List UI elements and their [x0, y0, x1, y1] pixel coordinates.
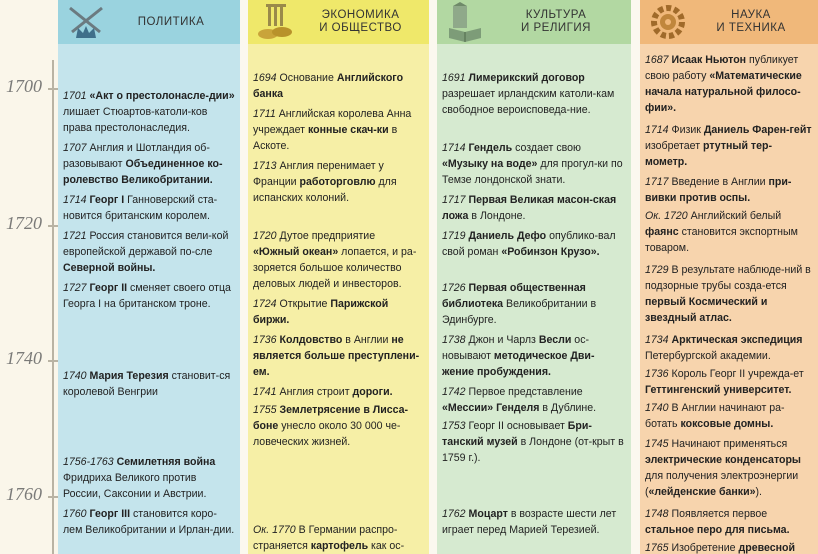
- entry-text: Георг II основывает Бри-танский музей в Лондоне (от-крыт в 1759 г.).: [442, 420, 624, 464]
- entry-text: Физик Даниель Фарен-гейт изобретает ртутный тер-мометр.: [645, 124, 812, 168]
- crossed-swords-crown-icon: [64, 2, 108, 42]
- column-culture: [437, 0, 631, 554]
- timeline-entry: [63, 454, 235, 502]
- entry-year: Ок. 1720: [645, 210, 688, 222]
- entry-year: 1762: [442, 508, 466, 520]
- entry-year: 1720: [253, 230, 277, 242]
- timeline-entry: [253, 228, 424, 292]
- entry-text: Король Георг II учрежда-ет Геттингенский университет.: [645, 368, 804, 396]
- entry-year: 1717: [645, 176, 669, 188]
- entry-text: «Акт о престолонасле-дии» лишает Стюартов-католи-ков права престолонаследия.: [63, 90, 235, 134]
- entry-text: Первая общественная библиотека Великобритании в Эдинбурге.: [442, 282, 597, 326]
- timeline-entry: [442, 280, 626, 328]
- column-title: ЭКОНОМИКА И ОБЩЕСТВО: [319, 9, 402, 34]
- timeline-entry: [442, 332, 626, 380]
- column-header-culture: [437, 0, 631, 44]
- entry-text: Первая Великая масон-ская ложа в Лондоне.: [442, 194, 617, 222]
- timeline-entry: [442, 140, 626, 188]
- timeline-entry: [645, 436, 813, 500]
- column-economy: [248, 0, 429, 554]
- entry-text: Гендель создает свою «Музыку на воде» для прогул-ки по Темзе лондонской знати.: [442, 142, 623, 186]
- entry-text: Моцарт в возрасте шести лет играет перед Марией Терезией.: [442, 508, 617, 536]
- entry-year: 1691: [442, 72, 466, 84]
- timeline-entry: [645, 208, 813, 256]
- timeline-entry: [645, 506, 813, 538]
- entry-year: 1736: [645, 368, 669, 380]
- book-church-icon: [443, 2, 487, 42]
- entry-text: Даниель Дефо опублико-вал свой роман «Робинзон Крузо».: [442, 230, 616, 258]
- entry-year: 1745: [645, 438, 669, 450]
- entry-text: Колдовство в Англии не является больше преступлени-ем.: [253, 334, 420, 378]
- timeline-entry: [442, 70, 626, 118]
- entry-year: 1736: [253, 334, 277, 346]
- entry-year: 1721: [63, 230, 87, 242]
- entry-text: Георг III становится коро-лем Великобритании и Ирлан-дии.: [63, 508, 235, 536]
- timeline-entry: [63, 140, 235, 188]
- timeline-entry: [253, 402, 424, 450]
- entry-text: Георг I Ганноверский ста-новится британским королем.: [63, 194, 218, 222]
- entry-year: 1707: [63, 142, 87, 154]
- entry-year: Ок. 1770: [253, 524, 296, 536]
- timeline-entry: [63, 88, 235, 136]
- timeline-axis: [0, 0, 58, 554]
- entry-year: 1742: [442, 386, 466, 398]
- entry-text: В Англии начинают ра-ботать коксовые домны.: [645, 402, 785, 430]
- entry-text: Георг II сменяет своего отца Георга I на британском троне.: [63, 282, 231, 310]
- entry-text: Введение в Англии при-вивки против оспы.: [645, 176, 792, 204]
- entry-text: Открытие Парижской биржи.: [253, 298, 389, 326]
- entry-text: Первое представление «Мессии» Генделя в Дублине.: [442, 386, 597, 414]
- entry-year: 1760: [63, 508, 87, 520]
- entry-text: Англия и Шотландия об-разовывают Объединенное ко-ролевство Великобритании.: [63, 142, 223, 186]
- column-title: НАУКА И ТЕХНИКА: [716, 9, 786, 34]
- entry-year: 1729: [645, 264, 669, 276]
- year-tick: [48, 88, 58, 90]
- column-header-economy: [248, 0, 429, 44]
- entry-text: Англия строит дороги.: [279, 386, 393, 398]
- column-title: КУЛЬТУРА И РЕЛИГИЯ: [521, 9, 591, 34]
- year-tick: [48, 360, 58, 362]
- entry-year: 1714: [442, 142, 466, 154]
- gear-icon: [646, 2, 690, 42]
- column-header-politics: [58, 0, 240, 44]
- timeline-entry: [645, 122, 813, 170]
- timeline-entry: [442, 192, 626, 224]
- entry-text: Изобретение древесной: [671, 542, 796, 554]
- entry-text: Арктическая экспедиция Петербургской академии.: [645, 334, 803, 362]
- timeline-entry: [645, 540, 813, 554]
- timeline-entry: [253, 522, 424, 554]
- entry-text: Лимерикский договор разрешает ирландским католи-кам свободное вероисповеда-ние.: [442, 72, 615, 116]
- entry-text: Джон и Чарлз Весли ос-новывают методическое Дви-жение пробуждения.: [442, 334, 595, 378]
- entry-text: Появляется первое стальное перо для письма.: [645, 508, 790, 536]
- entry-text: Исаак Ньютон публикует свою работу «Математические начала натуральной филосо-фии».: [645, 54, 802, 114]
- entry-year: 1713: [253, 160, 277, 172]
- timeline-entry: [645, 174, 813, 206]
- column-body: [248, 56, 429, 554]
- entry-text: Англия перенимает у Франции работорговлю для испанских колоний.: [253, 160, 397, 204]
- entry-year: 1694: [253, 72, 277, 84]
- entry-year: 1753: [442, 420, 466, 432]
- year-label: 1700: [6, 76, 42, 96]
- timeline-entry: [253, 106, 424, 154]
- column-body: [640, 56, 818, 554]
- timeline-entry: [63, 228, 235, 276]
- entry-text: Начинают применяться электрические конденсаторы для получения электроэнергии («лейденские банки»).: [645, 438, 801, 498]
- entry-year: 1756-1763: [63, 456, 114, 468]
- column-politics: [58, 0, 240, 554]
- entry-year: 1765: [645, 542, 669, 554]
- entry-year: 1734: [645, 334, 669, 346]
- entry-year: 1719: [442, 230, 466, 242]
- entry-year: 1724: [253, 298, 277, 310]
- entry-year: 1755: [253, 404, 277, 416]
- entry-year: 1727: [63, 282, 87, 294]
- entry-text: Семилетняя война Фридриха Великого против России, Саксонии и Австрии.: [63, 456, 216, 500]
- timeline-entry: [645, 400, 813, 432]
- timeline-entry: [442, 384, 626, 416]
- timeline-entry: [442, 418, 626, 466]
- entry-text: В Германии распро-страняется картофель как ос-: [253, 524, 405, 552]
- entry-year: 1717: [442, 194, 466, 206]
- timeline-entry: [63, 280, 235, 312]
- entry-text: Английский белый фаянс становится экспортным товаром.: [645, 210, 798, 254]
- entry-year: 1714: [645, 124, 669, 136]
- entry-year: 1687: [645, 54, 669, 66]
- coins-columns-icon: [254, 2, 298, 42]
- column-body: [437, 56, 631, 554]
- column-title: ПОЛИТИКА: [137, 15, 205, 28]
- entry-text: Английская королева Анна учреждает конные скач-ки в Аскоте.: [253, 108, 412, 152]
- column-science: [640, 0, 818, 554]
- timeline-entry: [253, 384, 424, 400]
- timeline-entry: [645, 262, 813, 326]
- entry-year: 1741: [253, 386, 277, 398]
- timeline-entry: [645, 366, 813, 398]
- timeline-line: [52, 60, 54, 554]
- entry-year: 1740: [63, 370, 87, 382]
- entry-year: 1726: [442, 282, 466, 294]
- entry-text: Дутое предприятие «Южный океан» лопается, и ра-зоряется большое количество деловых людей и инвесторов.: [253, 230, 417, 290]
- entry-year: 1711: [253, 108, 276, 120]
- timeline-entry: [63, 506, 235, 538]
- entry-year: 1748: [645, 508, 669, 520]
- year-label: 1760: [6, 484, 42, 504]
- year-label: 1740: [6, 348, 42, 368]
- timeline-entry: [253, 158, 424, 206]
- timeline-entry: [253, 332, 424, 380]
- year-tick: [48, 225, 58, 227]
- column-body: [58, 56, 240, 554]
- entry-text: Мария Терезия становит-ся королевой Венгрии: [63, 370, 231, 398]
- entry-year: 1740: [645, 402, 669, 414]
- timeline-entry: [253, 70, 424, 102]
- timeline-entry: [442, 228, 626, 260]
- entry-text: Землетрясение в Лисса-боне унесло около 30 000 че-ловеческих жизней.: [253, 404, 409, 448]
- column-header-science: [640, 0, 818, 44]
- year-label: 1720: [6, 213, 42, 233]
- timeline-entry: [645, 52, 813, 116]
- timeline-entry: [63, 368, 235, 400]
- timeline-entry: [442, 506, 626, 538]
- timeline-entry: [645, 332, 813, 364]
- entry-text: В результате наблюде-ний в подзорные трубы созда-ется первый Космический и звездный атлас.: [645, 264, 811, 324]
- entry-text: Россия становится вели-кой европейской державой по-сле Северной войны.: [63, 230, 229, 274]
- entry-year: 1738: [442, 334, 466, 346]
- year-tick: [48, 496, 58, 498]
- timeline-entry: [253, 296, 424, 328]
- entry-text: Основание Английского банка: [253, 72, 404, 100]
- timeline-entry: [63, 192, 235, 224]
- entry-year: 1714: [63, 194, 87, 206]
- entry-year: 1701: [63, 90, 87, 102]
